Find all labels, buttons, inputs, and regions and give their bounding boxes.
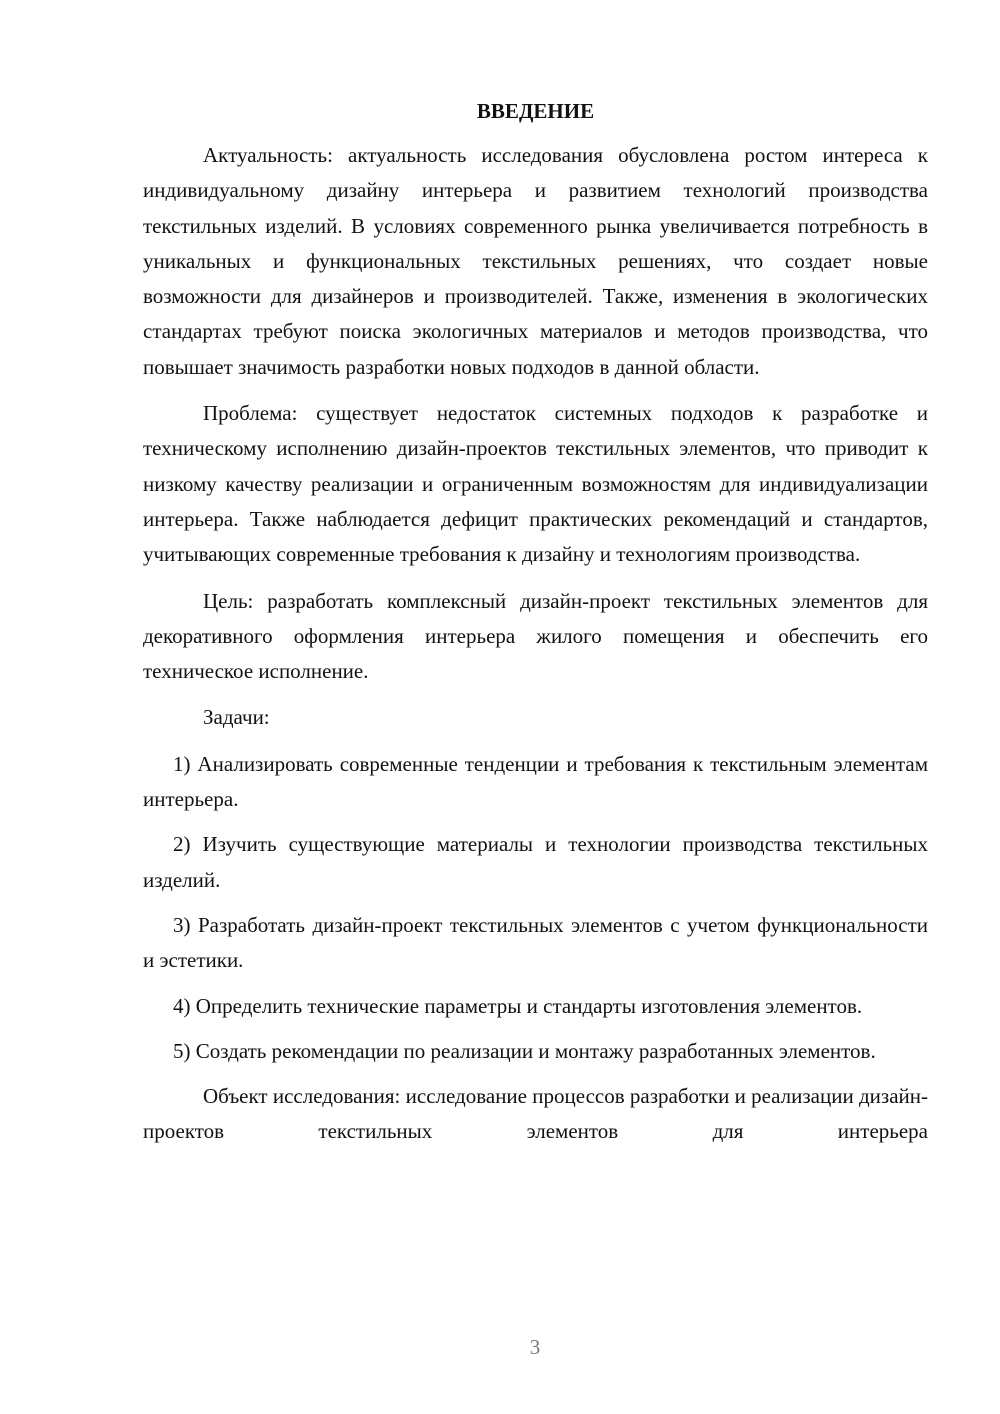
tasks-label: Задачи:	[203, 705, 270, 730]
task-item-2: 2) Изучить существующие материалы и технологии производства текстильных изделий.	[143, 832, 928, 892]
relevance-paragraph: Актуальность: актуальность исследования обусловлена ростом интереса к индивидуальному дизайну интерьера и развитием технологий производства текстильных изделий. В условиях современного рынка увеличивается потребность в уникальных и функциональных текстильных решениях, что создает новые возможности для дизайнеров и производителей. Также, изменения в экологических стандартах требуют поиска экологичных материалов и методов производства, что повышает значимость разработки новых подходов в данной области.	[143, 143, 928, 379]
page-content	[143, 96, 928, 1150]
task-item-4: 4) Определить технические параметры и стандарты изготовления элементов.	[173, 993, 863, 1018]
task-item-3: 3) Разработать дизайн-проект текстильных элементов с учетом функциональности и эстетики.	[143, 912, 928, 973]
goal-paragraph: Цель: разработать комплексный дизайн-проект текстильных элементов для декоративного оформления интерьера жилого помещения и обеспечить его техническое исполнение.	[143, 588, 928, 684]
page-number: 3	[529, 1335, 541, 1359]
object-paragraph: Объект исследования: исследование процессов разработки и реализации дизайн-проектов текстильных элементов для интерьера	[143, 1084, 928, 1144]
task-item-1: 1) Анализировать современные тенденции и требования к текстильным элементам интерьера.	[143, 751, 928, 812]
task-item-5: 5) Создать рекомендации по реализации и монтажу разработанных элементов.	[173, 1038, 876, 1063]
problem-paragraph: Проблема: существует недостаток системных подходов к разработке и техническому исполнению дизайн-проектов текстильных элементов, что приводит к низкому качеству реализации и ограниченным возможностям для индивидуализации интерьера. Также наблюдается дефицит практических рекомендаций и стандартов, учитывающих современные требования к дизайну и технологиям производства.	[143, 401, 928, 567]
section-heading: ВВЕДЕНИЕ	[476, 99, 595, 123]
